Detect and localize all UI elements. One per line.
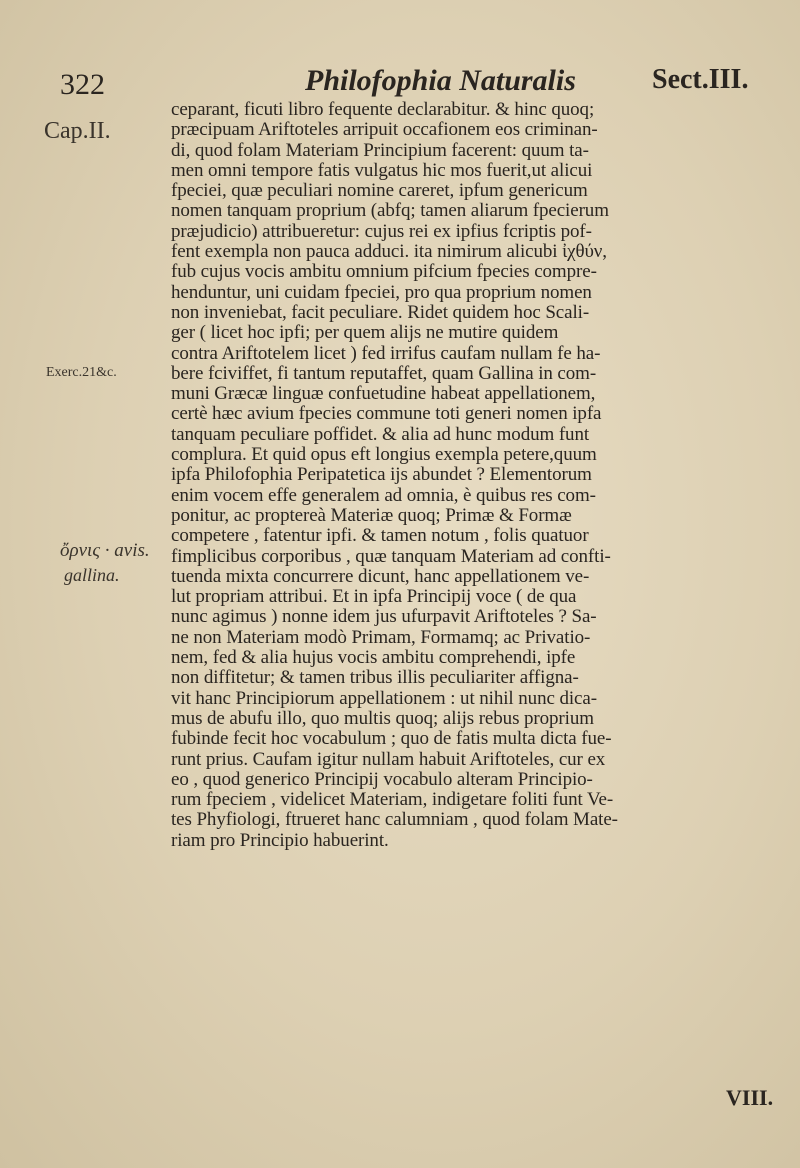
text-line: nem, fed & alia hujus vocis ambitu comprehendi, ipfe [171, 647, 576, 669]
text-line: certè hæc avium fpecies commune toti generi nomen ipfa [171, 403, 602, 425]
text-line: fubinde fecit hoc vocabulum ; quo de fatis multa dicta fue- [171, 728, 612, 750]
text-line: ponitur, ac proptereà Materiæ quoq; Primæ & Formæ [171, 504, 572, 526]
text-line: bere fciviffet, fi tantum reputaffet, quam Gallina in com- [171, 362, 597, 384]
text-line: ger ( licet hoc ipfi; per quem alijs ne mutire quidem [171, 322, 559, 344]
page-number: 322 [60, 68, 105, 101]
catchword: VIII. [726, 1085, 774, 1110]
text-line: præjudicio) attribueretur: cujus rei ex ipfius fcriptis pof- [171, 220, 592, 242]
exercise-reference: Exerc.21&c. [46, 365, 117, 380]
text-line: tes Phyfiologi, ftrueret hanc calumniam , quod folam Mate- [171, 809, 618, 831]
text-line: competere , fatentur ipfi. & tamen notum , folis quatuor [171, 525, 589, 547]
text-line: eo , quod generico Principij vocabulo alteram Principio- [171, 768, 593, 790]
chapter-label: Cap.II. [44, 118, 111, 144]
text-line: tuenda mixta concurrere dicunt, hanc appellationem ve- [171, 565, 590, 587]
text-line: complura. Et quid opus eft longius exempla petere,quum [171, 444, 597, 466]
text-line: fimplicibus corporibus , quæ tanquam Materiam ad confti- [171, 545, 611, 567]
text-line: rum fpeciem , videlicet Materiam, indigetare foliti funt Ve- [171, 789, 614, 811]
text-line: non inveniebat, facit peculiare. Ridet quidem hoc Scali- [171, 301, 590, 323]
text-line: præcipuam Ariftoteles arripuit occafionem eos criminan- [171, 119, 598, 141]
text-line: non diffitetur; & tamen tribus illis peculiariter affigna- [171, 667, 579, 689]
text-line: nomen tanquam proprium (abfq; tamen aliarum fpecierum [171, 200, 609, 222]
text-line: nunc agimus ) nonne idem jus ufurpavit Ariftoteles ? Sa- [171, 606, 597, 628]
text-line: ne non Materiam modò Primam, Formamq; ac Privatio- [171, 626, 591, 648]
page-header [0, 60, 800, 104]
text-line: muni Græcæ linguæ confuetudine habeat appellationem, [171, 383, 596, 405]
text-line: ipfa Philofophia Peripatetica ijs abundet ? Elementorum [171, 464, 592, 486]
text-line: riam pro Principio habuerint. [171, 829, 389, 851]
text-line: fub cujus vocis ambitu omnium pifcium fpecies compre- [171, 261, 597, 283]
text-line: di, quod folam Materiam Principium facerent: quum ta- [171, 139, 589, 161]
text-line: enim vocem effe generalem ad omnia, è quibus res com- [171, 484, 596, 506]
text-line: mus de abufu illo, quo multis quoq; alijs rebus proprium [171, 707, 594, 729]
text-line: henduntur, uni cuidam fpeciei, pro qua proprium nomen [171, 281, 592, 303]
text-line: men omni tempore fatis vulgatus hic mos fuerit,ut alicui [171, 159, 593, 181]
text-line: ceparant, ficuti libro fequente declarabitur. & hinc quoq; [171, 99, 595, 120]
text-line: fent exempla non pauca adduci. ita nimirum alicubi ἰχθύν, [171, 241, 607, 263]
body-text [171, 100, 796, 851]
text-line: lut propriam attribui. Et in ipfa Principij voce ( de qua [171, 586, 577, 608]
handwritten-margin-note: gallina. [64, 565, 120, 585]
section-mark: Sect.III. [652, 64, 749, 95]
running-title: Philofophia Naturalis [305, 64, 576, 97]
greek-margin-note: ὄρνις · avis. [60, 540, 150, 561]
text-line: runt prius. Caufam igitur nullam habuit Ariftoteles, cur ex [171, 748, 606, 770]
text-line: fpeciei, quæ peculiari nomine careret, ipfum genericum [171, 180, 588, 202]
text-line: contra Ariftotelem licet ) fed irrifus caufam nullam fe ha- [171, 342, 601, 364]
text-line: tanquam peculiare poffidet. & alia ad hunc modum funt [171, 423, 590, 445]
text-line: vit hanc Principiorum appellationem : ut nihil nunc dica- [171, 687, 597, 709]
